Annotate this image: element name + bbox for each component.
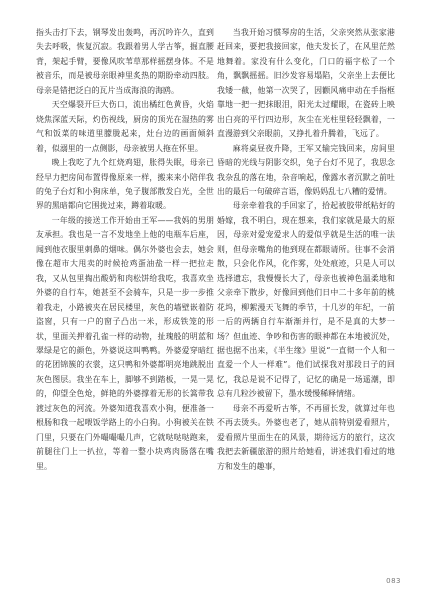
paragraph: 麻将桌昼夜升降，王军又输完钱回来，房间里昏暗的光线与阴影交织，兔子台灯不见了，我思念我杂乱的落在地，杂音响起，像露水者沉默之前吐出的最后一句破碎言语，像妈妈乱七八糟的爱情。 (217, 143, 395, 196)
paragraph: 晚上我吃了九个红烧鸡翅，胀得失眠，母亲已经早力把房间布置得像原来一样，搬来来小陪伴我的兔子台灯和小狗床单，兔子腹部散发白光，全世界的黑暗都向它围拢过来，蹲着取暖。 (36, 158, 214, 211)
paragraph: 天空爆裂开巨大伤口，流出橘红色黄昏，火焰烧焦深蓝天际，灼伤视线，厨房的顶光在湿热的雾气和饭菜的味道里朦胧起来，灶台边的画面倾斜着，似溺里的一点侧影，母亲被男人拖在怀里。 (36, 100, 214, 153)
paragraph: 一年级的接送工作开始由王军——我妈的男朋友承担。我也是一言不发地坐上他的电瓶车后座，闻到他衣服里刺鼻的烟味。偶尔外婆也会去，她会像在超市大甩卖的时候抢鸡蛋油盐一样一把拉走我，又从包里掏出酸奶和肉松饼给我吃，我喜欢坐外婆的自行车，她甚至不会骑车，只是一步一步推着我走，小路被夹在居民楼里，灰色的墙壁嵌着防盗窗，只有一户的窗子凸出一米，形成铁笼的形状，里面关押着孔雀一样的动物，扯瑰般的明蓝和翠绿是它的颜色，外婆说这叫鸭鸭。外婆爱穿暗红的花团锦簇的衣裳，这只鸭和外婆都明亮地跳脱出灰色图层。我坐在车上，脚够不到踏板，一晃一晃的，仰望全色炝，鲜艳的外婆撑着无形的长篙带我渡过灰色的河流。外婆知道我喜欢小狗，便准备一根肠和我一起喂饭学路上的小白狗。小狗被关在铁门里，只要在门外嘬嘬嘬几声，它就哒哒哒跑来，前腿往门上一扒拉，等着一整小块鸡肉肠落在嘴里。 (36, 215, 214, 471)
paragraph: 母亲不再爱听古筝，不再留长发，就算过年也不再去烫头。外婆也老了，她从前特别爱看照片，爱看照片里面生在的风景，期待远方的旅行，这次我把去新疆旅游的照片给她看，讲述我们看过的地方和发生的趣事， (217, 403, 395, 471)
paragraph: 指头击打下去，钢琴发出轰鸣，再沉吟许久，直到失去呼吸，恢复沉寂。我跟着男人学古筝，掘直腰背，架起手臂，要像风吹苇草那样摇摆身体。不是被音乐，而是被母亲眼神里炙热的期盼牵动四肢。母亲是错把泛白的瓦片当成海浪的海鸥。 (36, 28, 214, 95)
paragraph: 母亲牵着我的手回家了，拾起被胶带纸粘好的婚嫁，我不明白，现在想来，我们家就是最大的原因，母亲对爱宠爱求人的爱似乎就是生活的唯一法则，但母亲嘴角的他到现在都眼请所。往事不会消散，只会化作风，化作雾，处处痕迹，只是人可以选择遗忘，我慢慢长大了，母亲也被神色温柔地和父亲牵下散步，好像回到他们日中二十多年前的桃花坞，柳絮漫天飞舞的季节，十几岁的年纪，一前一后的两辆自行车渐渐并行，是不是真的大梦一场？但血迹、争吵和伤害的眼神都在本地被沉处，据也据不出来，《半生缘》里说“一直彻一个人和一直爱一个人一样难”。他们试探我对那段日子的回忆，我总是说不记得了，记忆的确是一场遥潮，即总有几粒沙被留下，墨水缓慢稀释情绪。 (217, 201, 395, 399)
right-column (217, 26, 395, 474)
paragraph: 当我开始习惯琴房的生活，父亲突然从张家港赶回来，要把我接回家，他夫发长了，在风里茫然地舞着。家没有什么变化，门口的福字松了一个角，飘飘摇摇。旧沙发容易塌陷，父亲坐上去便比我矮一截，他第一次哭了，因颧风痛申动在手指框靠地一把一把抹眼泪，阳光太过耀眼，在瓷砖上映出白亮的平行四边形，灰尘在光柱里轻轻飘着，一直漫游到父亲眼前，又挣扎着升腾着，飞远了。 (217, 28, 395, 139)
left-column (36, 26, 214, 474)
page-number: 083 (386, 577, 401, 585)
